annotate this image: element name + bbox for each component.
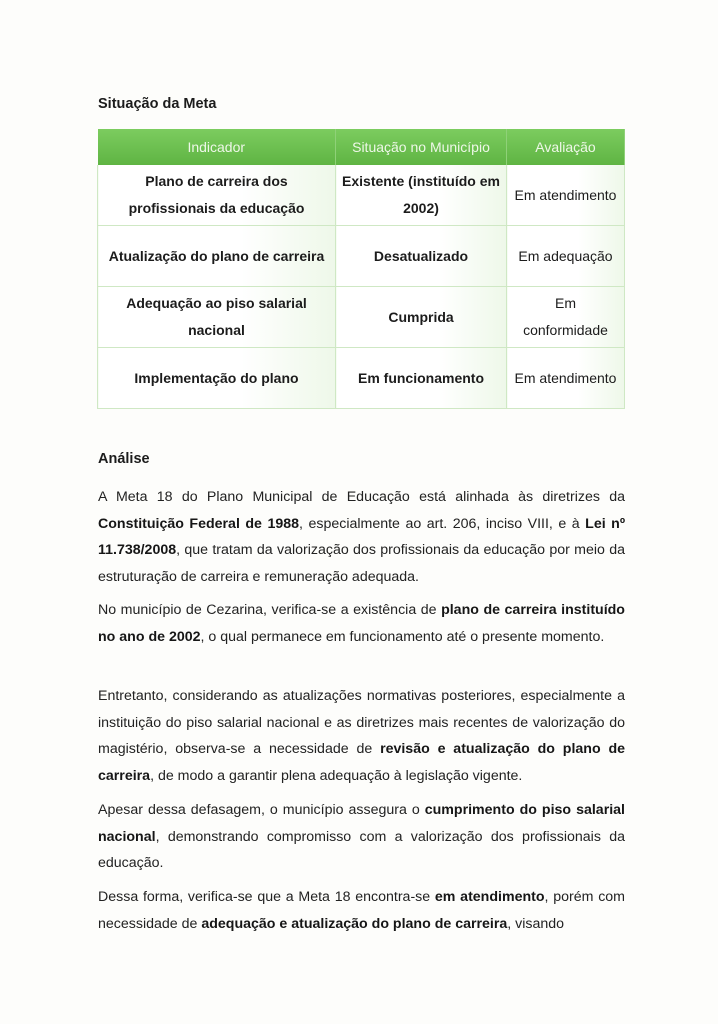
analysis-paragraph [98, 884, 625, 937]
paragraph-text: Apesar dessa defasagem, o município assegura o [98, 802, 425, 818]
header-avaliacao: Avaliação [507, 129, 625, 165]
cell-avaliacao: Em atendimento [507, 165, 625, 226]
paragraph-text: Entretanto, considerando as atualizações normativas posteriores, especialmente a instituição do piso salarial nacional e as diretrizes mais recentes de valorização do magistério, observa-se a necessidade de [98, 688, 625, 757]
table-row [98, 287, 625, 348]
paragraph-text: , que tratam da valorização dos profissionais da educação por meio da estruturação de carreira e remuneração adequada. [98, 542, 625, 585]
table-row [98, 226, 625, 287]
paragraph-text: A Meta 18 do Plano Municipal de Educação está alinhada às diretrizes da [98, 489, 625, 505]
paragraph-bold-text: cumprimento do piso salarial nacional [98, 802, 625, 845]
header-indicador: Indicador [98, 129, 336, 165]
paragraph-text: No município de Cezarina, verifica-se a existência de [98, 602, 442, 618]
header-situacao: Situação no Município [336, 129, 507, 165]
paragraph-bold-text: Constituição Federal de 1988 [98, 515, 300, 532]
cell-situacao: Desatualizado [336, 226, 507, 287]
table-header-row [98, 129, 625, 165]
paragraph-bold-text: Lei nº 11.738/2008 [98, 515, 626, 558]
paragraph-bold-text: adequação e atualização do plano de carreira [201, 915, 508, 932]
paragraph-bold-text: em atendimento [434, 889, 545, 905]
analysis-paragraph [98, 683, 625, 789]
cell-indicador: Implementação do plano [98, 348, 336, 409]
paragraph-text: , visando [507, 915, 565, 932]
section-title-situacao: Situação da Meta [98, 96, 217, 112]
paragraph-text: , especialmente ao art. 206, inciso VIII, e à [299, 515, 586, 532]
cell-indicador: Plano de carreira dos profissionais da educação [98, 165, 336, 226]
cell-situacao: Existente (instituído em 2002) [336, 165, 507, 226]
paragraph-bold-text: plano de carreira instituído no ano de 2002 [98, 602, 625, 645]
cell-indicador: Atualização do plano de carreira [98, 226, 336, 287]
paragraph-text: , o qual permanece em funcionamento até o presente momento. [200, 628, 605, 645]
paragraph-bold-text: revisão e atualização do plano de carreira [98, 741, 625, 784]
analysis-paragraph [98, 484, 625, 590]
analysis-paragraph [98, 797, 625, 877]
meta-status-table [97, 129, 625, 409]
cell-avaliacao: Em adequação [507, 226, 625, 287]
cell-situacao: Cumprida [336, 287, 507, 348]
cell-situacao: Em funcionamento [336, 348, 507, 409]
table-row [98, 165, 625, 226]
paragraph-text: , porém com necessidade de [98, 889, 625, 932]
cell-avaliacao: Em atendimento [507, 348, 625, 409]
analysis-paragraph [98, 597, 625, 650]
paragraph-text: , demonstrando compromisso com a valorização dos profissionais da educação. [98, 828, 625, 871]
cell-avaliacao: Em conformidade [507, 287, 625, 348]
paragraph-text: , de modo a garantir plena adequação à legislação vigente. [150, 767, 523, 784]
paragraph-text: Dessa forma, verifica-se que a Meta 18 encontra-se [98, 889, 435, 905]
section-title-analise: Análise [98, 451, 150, 467]
cell-indicador: Adequação ao piso salarial nacional [98, 287, 336, 348]
table-row [98, 348, 625, 409]
